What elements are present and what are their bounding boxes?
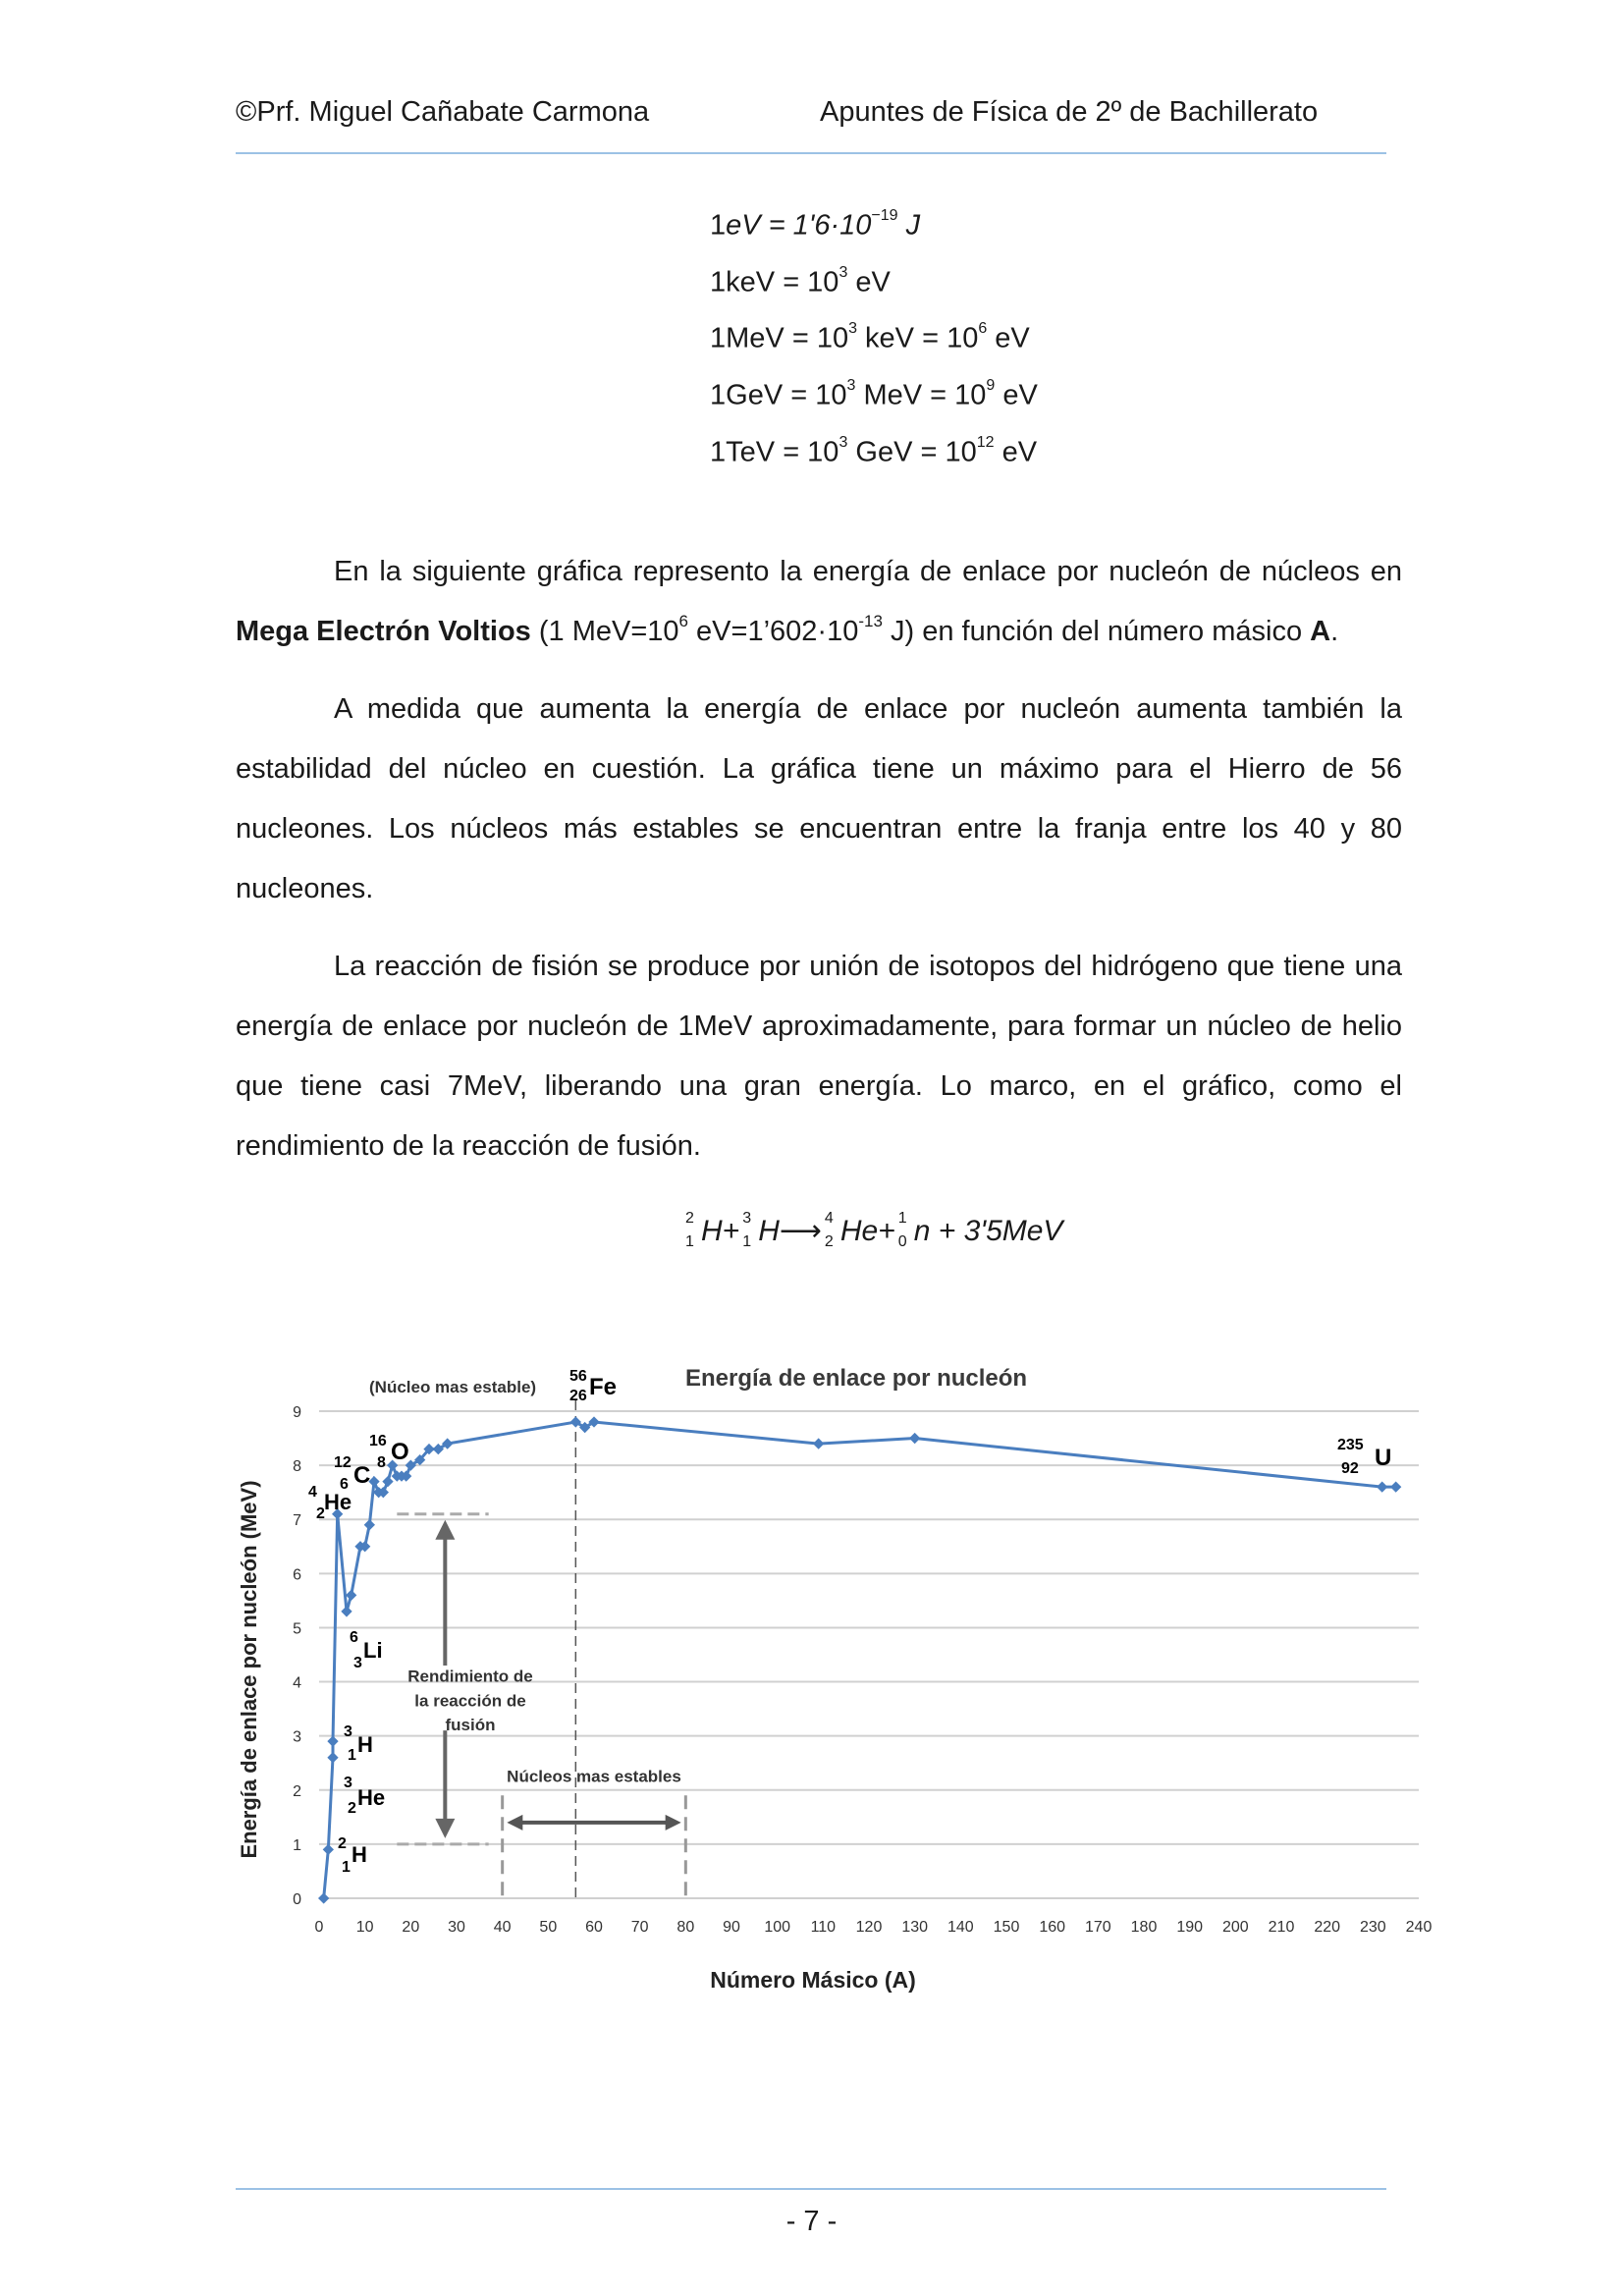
chart-title: Energía de enlace por nucleón xyxy=(685,1365,1028,1392)
svg-text:Fe: Fe xyxy=(589,1374,618,1400)
paragraph-fusion: La reacción de fisión se produce por unión de isotopos del hidrógeno que tiene una energía de enlace por nucleón de 1MeV aproximadamente, para formar un núcleo de helio que tiene casi 7MeV, liberando una gran energía. Lo marco, en el gráfico, como el rendimiento de la reacción de fusión. xyxy=(236,951,1402,1162)
y-tick-label: 1 xyxy=(293,1836,301,1854)
label-fe xyxy=(569,1368,617,1404)
fusion-yield-arrowhead-up xyxy=(435,1520,455,1540)
y-tick-label: 5 xyxy=(293,1620,301,1638)
svg-text:3: 3 xyxy=(344,1775,352,1791)
unit-conversions xyxy=(710,194,1038,477)
x-tick-label: 100 xyxy=(764,1919,791,1936)
x-tick-label: 70 xyxy=(630,1919,649,1936)
fusion-yield-label-line2: la reacción de xyxy=(414,1691,526,1711)
binding-energy-line xyxy=(324,1422,1396,1898)
svg-text:He: He xyxy=(324,1490,352,1514)
svg-text:U: U xyxy=(1375,1445,1392,1471)
header-course: Apuntes de Física de 2º de Bachillerato xyxy=(820,96,1319,128)
svg-text:6: 6 xyxy=(350,1629,358,1646)
svg-text:2: 2 xyxy=(348,1800,356,1817)
x-tick-label: 160 xyxy=(1039,1919,1066,1936)
x-tick-label: 40 xyxy=(493,1919,512,1936)
header-author: ©Prf. Miguel Cañabate Carmona xyxy=(236,96,650,128)
fusion-equation: 2 1 H+ 3 1 H⟶ 4 2 He+ 1 0 n + 3'5MeV xyxy=(685,1210,1063,1250)
svg-text:26: 26 xyxy=(569,1388,587,1404)
y-tick-label: 3 xyxy=(293,1728,301,1746)
x-tick-label: 90 xyxy=(723,1919,740,1936)
stable-band-arrowhead-left xyxy=(507,1815,522,1831)
svg-text:6: 6 xyxy=(340,1476,349,1493)
unit-line: $1eV = 1'6\cdot 10^{-19}$ J xyxy=(710,207,921,242)
x-tick-label: 0 xyxy=(314,1919,324,1936)
svg-text:4: 4 xyxy=(308,1484,317,1501)
svg-text:H: H xyxy=(357,1732,373,1757)
most-stable-label: (Núcleo mas estable) xyxy=(369,1378,537,1396)
fusion-yield-arrowhead-down xyxy=(435,1819,455,1838)
label-u xyxy=(1337,1437,1391,1477)
fusion-yield-label-line1: Rendimiento de xyxy=(407,1667,533,1686)
data-point xyxy=(327,1736,338,1747)
y-tick-label: 9 xyxy=(293,1404,301,1421)
unit-line: $1MeV = 10^3$ keV = $10^6$ eV xyxy=(710,320,1030,355)
label-h2 xyxy=(338,1835,367,1876)
x-tick-label: 110 xyxy=(810,1919,837,1936)
x-tick-label: 80 xyxy=(676,1919,695,1936)
svg-text:12: 12 xyxy=(334,1454,352,1471)
y-axis-label: Energía de enlace por nucleón (MeV) xyxy=(237,1480,261,1859)
x-tick-label: 220 xyxy=(1314,1919,1341,1936)
page-number: - 7 - xyxy=(785,2206,838,2237)
svg-text:O: O xyxy=(391,1439,409,1465)
svg-text:H: H xyxy=(352,1842,367,1867)
x-tick-label: 170 xyxy=(1084,1919,1111,1936)
label-he3 xyxy=(344,1775,385,1817)
x-tick-label: 60 xyxy=(585,1919,603,1936)
svg-text:16: 16 xyxy=(369,1433,387,1449)
binding-energy-chart xyxy=(224,1345,1461,2013)
data-point xyxy=(323,1844,334,1855)
svg-text:1: 1 xyxy=(342,1859,351,1876)
paragraph-intro: En la siguiente gráfica represento la energía de enlace por nucleón de núcleos en Mega Electrón Voltios (1 $MeV=10^6$ $eV=1’602\cdot 10^{-13}$ J) en función del número másico A. xyxy=(236,556,1402,647)
label-h3 xyxy=(344,1723,373,1764)
svg-text:Li: Li xyxy=(363,1638,383,1663)
x-tick-label: 130 xyxy=(901,1919,929,1936)
x-tick-label: 30 xyxy=(448,1919,465,1936)
x-tick-label: 230 xyxy=(1359,1919,1386,1936)
data-point xyxy=(341,1606,352,1616)
footer-rule xyxy=(236,2188,1386,2190)
x-tick-label: 10 xyxy=(355,1919,374,1936)
data-point xyxy=(382,1476,393,1487)
data-point xyxy=(1377,1481,1387,1492)
data-point xyxy=(909,1433,920,1444)
unit-line: $1keV = 10^3$ eV xyxy=(710,263,891,299)
stable-band-label: Núcleos mas estables xyxy=(507,1767,681,1786)
header-rule xyxy=(236,152,1386,154)
svg-text:1: 1 xyxy=(348,1747,356,1764)
fusion-yield-label-line3: fusión xyxy=(445,1716,496,1735)
x-axis-label: Número Másico (A) xyxy=(710,1967,916,1993)
stable-band-arrowhead-right xyxy=(666,1815,681,1831)
x-tick-label: 200 xyxy=(1221,1919,1249,1936)
paragraph-stability: A medida que aumenta la energía de enlace por nucleón aumenta también la estabilidad del núcleo en cuestión. La gráfica tiene un máximo para el Hierro de 56 nucleones. Los núcleos más estables se encuentran entre la franja entre los 40 y 80 nucleones. xyxy=(236,693,1402,904)
x-tick-label: 210 xyxy=(1268,1919,1295,1936)
svg-text:He: He xyxy=(357,1785,386,1810)
data-point xyxy=(346,1590,356,1601)
data-point xyxy=(364,1519,375,1530)
y-tick-label: 4 xyxy=(293,1674,301,1692)
y-tick-label: 0 xyxy=(293,1891,301,1908)
x-tick-label: 20 xyxy=(402,1919,420,1936)
data-point xyxy=(327,1752,338,1763)
x-tick-label: 190 xyxy=(1176,1919,1204,1936)
svg-text:3: 3 xyxy=(353,1655,362,1671)
x-tick-label: 180 xyxy=(1130,1919,1158,1936)
y-tick-label: 6 xyxy=(293,1566,301,1584)
data-point xyxy=(813,1438,824,1449)
x-tick-label: 150 xyxy=(993,1919,1020,1936)
data-point xyxy=(1390,1481,1401,1492)
svg-text:235: 235 xyxy=(1337,1437,1364,1453)
x-tick-label: 140 xyxy=(947,1919,974,1936)
data-point xyxy=(318,1892,329,1903)
svg-text:8: 8 xyxy=(377,1454,386,1471)
svg-text:92: 92 xyxy=(1341,1460,1359,1477)
x-tick-label: 50 xyxy=(539,1919,558,1936)
x-tick-label: 120 xyxy=(855,1919,883,1936)
y-tick-label: 8 xyxy=(293,1458,301,1476)
page-header xyxy=(236,96,1384,136)
unit-line: $1TeV = 10^3$ GeV = $10^{12}$ eV xyxy=(710,433,1038,468)
unit-line: $1GeV = 10^3$ MeV = $10^9$ eV xyxy=(710,376,1038,411)
svg-text:2: 2 xyxy=(316,1505,325,1522)
label-c xyxy=(334,1454,370,1493)
svg-text:56: 56 xyxy=(569,1368,587,1385)
label-he4 xyxy=(308,1484,352,1522)
svg-text:2: 2 xyxy=(338,1835,347,1852)
x-tick-label: 240 xyxy=(1405,1919,1433,1936)
y-tick-label: 2 xyxy=(293,1782,301,1800)
svg-text:3: 3 xyxy=(344,1723,352,1740)
svg-text:C: C xyxy=(353,1462,371,1489)
label-li xyxy=(350,1629,383,1671)
y-tick-label: 7 xyxy=(293,1512,301,1530)
